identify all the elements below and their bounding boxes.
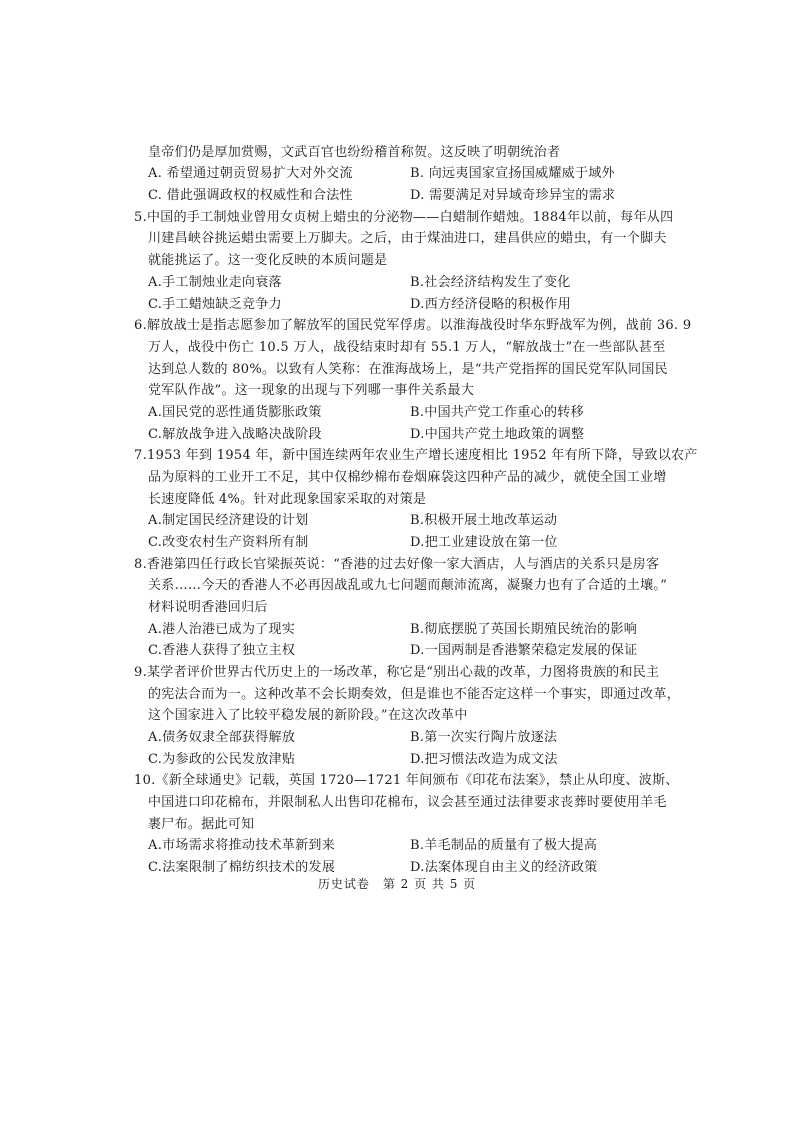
q9-option-b: B.第一次实行陶片放逐法 [410, 730, 558, 745]
q9-stem-line: 9.某学者评价世界古代历史上的一场改革，称它是“别出心裁的改革，力图将贵族的和民主 [134, 665, 660, 680]
q6-stem-line: 达到总人数的 80%。以致有人笑称：在淮海战场上，是“共产党指挥的国民党军队同国民 [148, 362, 668, 377]
q5-stem-line: 就能挑运了。这一变化反映的本质问题是 [148, 253, 388, 268]
q4-option-a: A. 希望通过朝贡贸易扩大对外交流 [148, 166, 353, 181]
q8-option-a: A.港人治港已成为了现实 [148, 622, 296, 637]
q7-option-c: C.改变农村生产资料所有制 [148, 535, 309, 550]
q5-option-d: D.西方经济侵略的积极作用 [410, 297, 571, 312]
q7-stem-line: 7.1953 年到 1954 年，新中国连续两年农业生产增长速度相比 1952 年有所下降，导致以农产 [134, 448, 698, 463]
q9-stem-line: 的宪法合而为一。这种改革不会长期奏效，但是谁也不能否定这样一个事实，即通过改革， [148, 687, 681, 702]
q10-option-c: C.法案限制了棉纺织技术的发展 [148, 860, 336, 875]
q9-option-a: A.债务奴隶全部获得解放 [148, 730, 296, 745]
q8-stem-line: 8.香港第四任行政长官梁振英说：“香港的过去好像一家大酒店，人与酒店的关系只是房客 [134, 557, 660, 572]
q4-option-c: C. 借此强调政权的权威性和合法性 [148, 188, 353, 203]
q9-option-c: C.为参政的公民发放津贴 [148, 752, 296, 767]
q10-option-a: A.市场需求将推动技术革新到来 [148, 838, 336, 853]
q7-option-b: B.积极开展土地改革运动 [410, 513, 558, 528]
q4-option-b: B. 向远夷国家宣扬国威耀威于域外 [410, 166, 615, 181]
q9-stem-line: 这个国家进入了比较平稳发展的新阶段。”在这次改革中 [148, 708, 468, 723]
q7-stem-line: 长速度降低 4%。针对此现象国家采取的对策是 [148, 492, 427, 507]
q7-stem-line: 品为原料的工业开工不足，其中仅棉纱棉布卷烟麻袋这四种产品的减少，就使全国工业增 [148, 470, 667, 485]
q7-option-a: A.制定国民经济建设的计划 [148, 513, 309, 528]
page-footer: 历史试卷 第 2 页 共 5 页 [317, 877, 477, 891]
q8-option-d: D.一国两制是香港繁荣稳定发展的保证 [410, 643, 638, 658]
q6-option-c: C.解放战争进入战略决战阶段 [148, 427, 322, 442]
q5-option-b: B.社会经济结构发生了变化 [410, 275, 571, 290]
q7-option-d: D.把工业建设放在第一位 [410, 535, 558, 550]
q5-option-c: C.手工蜡烛缺乏竞争力 [148, 297, 282, 312]
q4-stem-line: 皇帝们仍是厚加赏赐，文武百官也纷纷稽首称贺。这反映了明朝统治者 [148, 145, 561, 160]
q8-stem-line: 材料说明香港回归后 [148, 600, 268, 615]
q9-option-d: D.把习惯法改造为成文法 [410, 752, 558, 767]
q6-stem-line: 6.解放战士是指志愿参加了解放军的国民党军俘虏。以淮海战役时华东野战军为例，战前 36. 9 [134, 318, 692, 333]
q10-stem-line: 中国进口印花棉布，并限制私人出售印花棉布，议会甚至通过法律要求丧葬时要使用羊毛 [148, 795, 667, 810]
q5-stem-line: 川建昌峡谷挑运蜡虫需要上万脚夫。之后，由于煤油进口，建昌供应的蜡虫，有一个脚夫 [148, 231, 667, 246]
q6-stem-line: 党军队作战”。这一现象的出现与下列哪一事件关系最大 [148, 383, 475, 398]
q6-option-d: D.中国共产党土地政策的调整 [410, 427, 585, 442]
q5-stem-line: 5.中国的手工制烛业曾用女贞树上蜡虫的分泌物——白蜡制作蜡烛。1884年以前，每年从四 [134, 210, 674, 225]
q6-option-b: B.中国共产党工作重心的转移 [410, 405, 584, 420]
q8-option-c: C.香港人获得了独立主权 [148, 643, 296, 658]
q10-stem-line: 10.《新全球通史》记载，英国 1720—1721 年间颁布《印花布法案》，禁止从印度、波斯、 [134, 773, 679, 788]
q6-stem-line: 万人，战役中伤亡 10.5 万人，战役结束时却有 55.1 万人，“解放战士”在一些部队甚至 [148, 340, 666, 355]
q5-option-a: A.手工制烛业走向衰落 [148, 275, 282, 290]
q6-option-a: A.国民党的恶性通货膨胀政策 [148, 405, 322, 420]
q10-option-b: B.羊毛制品的质量有了极大提高 [410, 838, 598, 853]
q10-option-d: D.法案体现自由主义的经济政策 [410, 860, 598, 875]
q10-stem-line: 裹尸布。据此可知 [148, 817, 255, 832]
q8-option-b: B.彻底摆脱了英国长期殖民统治的影响 [410, 622, 638, 637]
q8-stem-line: 关系……今天的香港人不必再因战乱或九七问题而颠沛流离，凝聚力也有了合适的土壤。” [148, 578, 668, 593]
q4-option-d: D. 需要满足对异域奇珍异宝的需求 [410, 188, 616, 203]
